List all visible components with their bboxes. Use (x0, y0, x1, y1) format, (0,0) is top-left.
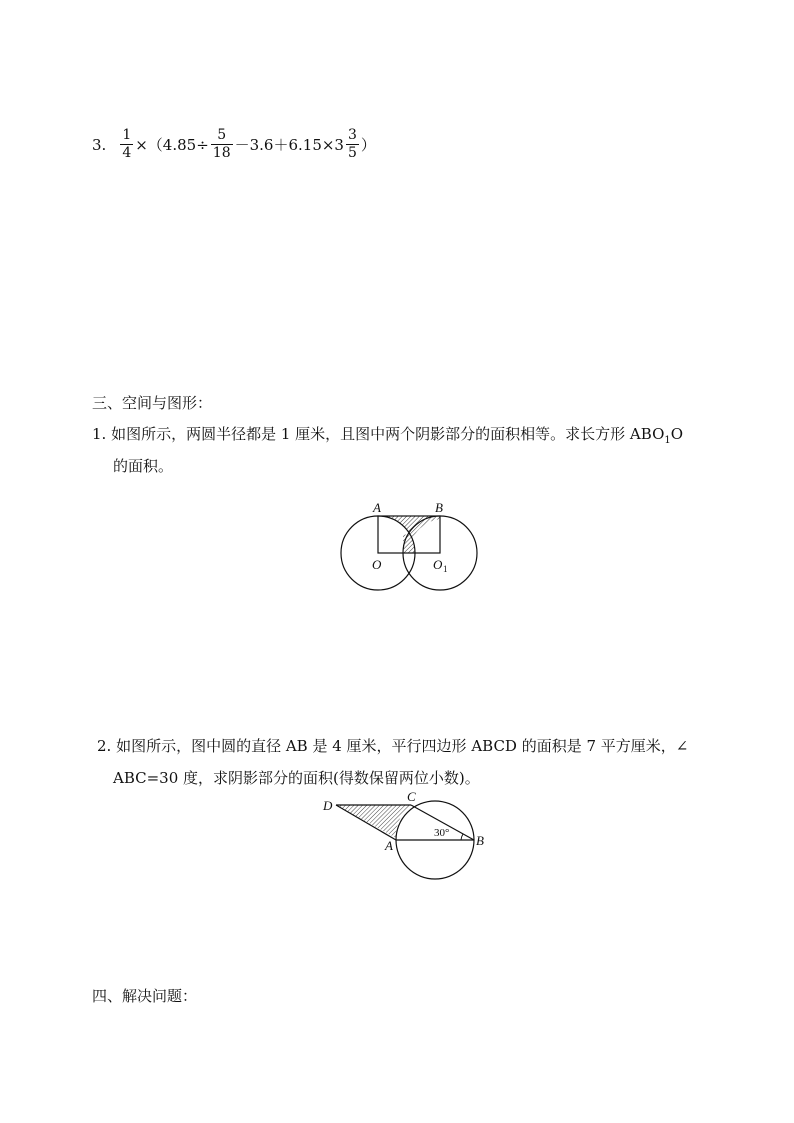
problem-number: 3. (92, 135, 107, 154)
problem-3-expression (92, 127, 376, 162)
question-1-line-2: 的面积。 (113, 457, 174, 475)
section-3-heading: 三、空间与图形： (92, 394, 213, 412)
question-1-line-1: 1. 如图所示，两圆半径都是 1 厘米，且图中两个阴影部分的面积相等。求长方形 $ABO_1O$ (92, 425, 684, 446)
label-A: A (373, 500, 381, 515)
question-2-line-1: 2. 如图所示，图中圆的直径 AB 是 4 厘米，平行四边形 ABCD 的面积是 7 平方厘米，∠ (97, 737, 689, 755)
expression-part: －3.6＋6.15×3 (234, 136, 344, 154)
expression-close: ） (360, 136, 376, 154)
figure-circle-parallelogram (318, 790, 493, 880)
label-B: B (476, 833, 484, 848)
figure-two-circles (330, 495, 490, 600)
angle-mark (461, 834, 463, 840)
fraction-three-fifths: $\frac{3}{5}$ (347, 127, 357, 161)
shaded-region (336, 805, 411, 838)
fraction-one-quarter: $\frac{1}{4}$ (122, 127, 132, 161)
question-2-line-2: ABC=30 度，求阴影部分的面积(得数保留两位小数)。 (113, 769, 480, 787)
label-D: D (323, 798, 333, 813)
label-C: C (407, 790, 416, 804)
label-angle: 30° (434, 827, 450, 839)
expression-part: ×（4.85÷ (135, 136, 209, 154)
label-O1: O (433, 557, 443, 572)
fraction-five-eighteenths: $\frac{5}{18}$ (212, 127, 231, 161)
label-B: B (435, 500, 443, 515)
section-4-heading: 四、解决问题： (92, 987, 198, 1005)
label-O1-subscript: 1 (443, 564, 448, 574)
label-O: O (372, 557, 382, 572)
label-A: A (385, 838, 393, 853)
